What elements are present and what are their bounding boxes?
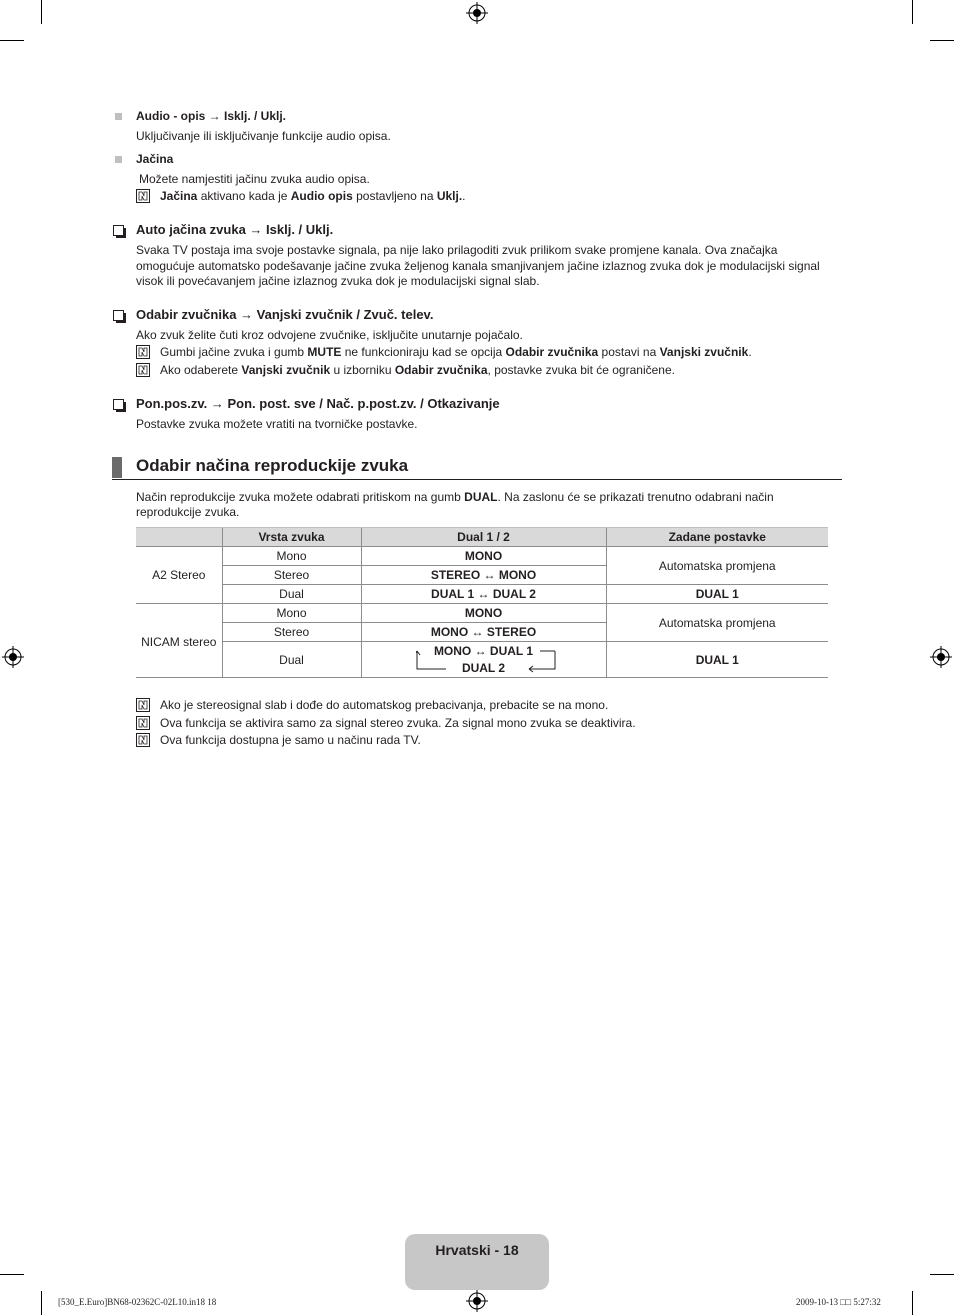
intro-line: reprodukcije zvuka. — [136, 505, 240, 519]
table-cell: Automatska promjena — [606, 604, 828, 642]
subsection-title: Odabir zvučnika → Vanjski zvučnik / Zvuč. telev. — [136, 307, 434, 322]
item-desc: Uključivanje ili isključivanje funkcije audio opisa. — [136, 129, 391, 143]
item-title: Audio - opis → Isklj. / Uklj. — [136, 109, 287, 123]
paragraph-line: visok ili povećavanjem jačine izlaznog zvuka dok je modulacijski signal slab. — [136, 274, 540, 288]
table-cell: DUAL 1 ↔ DUAL 2 — [361, 585, 606, 604]
intro-line: Način reprodukcije zvuka možete odabrati pritiskom na gumb DUAL. Na zaslonu će se prikazati trenutno odabrani način — [136, 490, 774, 504]
bullet-square — [115, 156, 122, 163]
note-text: Jačina aktivano kada je Audio opis postavljeno na Uklj.. — [160, 189, 466, 203]
table-header: Dual 1 / 2 — [361, 528, 606, 547]
note-text: Ova funkcija se aktivira samo za signal stereo zvuka. Za signal mono zvuka se deaktivira. — [160, 716, 636, 730]
note-icon — [136, 363, 150, 377]
table-cell: Dual — [222, 642, 361, 678]
registration-mark-icon — [466, 2, 488, 24]
crop-mark — [912, 0, 913, 24]
item-desc: Možete namjestiti jačinu zvuka audio opisa. — [139, 172, 370, 186]
table-cell: A2 Stereo — [136, 547, 222, 604]
table-cell: STEREO ↔ MONO — [361, 566, 606, 585]
note-text: Ako je stereosignal slab i dođe do automatskog prebacivanja, prebacite se na mono. — [160, 698, 609, 712]
table-cell: Stereo — [222, 566, 361, 585]
print-slug-right: 2009-10-13 □□ 5:27:32 — [796, 1297, 881, 1307]
table-cell: NICAM stereo — [136, 604, 222, 678]
crop-mark — [930, 40, 954, 41]
table-cell: MONO ↔ STEREO — [361, 623, 606, 642]
table-header: Vrsta zvuka — [222, 528, 361, 547]
checkbox-bullet — [113, 225, 124, 236]
cycle-bracket-icon — [416, 647, 556, 673]
table-cell: Automatska promjena — [606, 547, 828, 585]
table-cell: Mono — [222, 547, 361, 566]
bullet-square — [115, 113, 122, 120]
table-cell: DUAL 1 — [606, 585, 828, 604]
print-slug-left: [530_E.Euro]BN68-02362C-02L10.in18 18 — [58, 1297, 217, 1307]
note-icon — [136, 189, 150, 203]
crop-mark — [0, 1274, 24, 1275]
paragraph-line: Ako zvuk želite čuti kroz odvojene zvučnike, isključite unutarnje pojačalo. — [136, 328, 523, 342]
checkbox-bullet — [113, 310, 124, 321]
table-header — [136, 528, 222, 547]
note-text: Ako odaberete Vanjski zvučnik u izborniku Odabir zvučnika, postavke zvuka bit će ograničene. — [160, 363, 675, 377]
page-number: Hrvatski - 18 — [435, 1242, 519, 1258]
registration-mark-icon — [930, 646, 952, 668]
table-cell: MONO — [361, 547, 606, 566]
checkbox-bullet — [113, 399, 124, 410]
table-cell: Stereo — [222, 623, 361, 642]
note-icon — [136, 698, 150, 712]
table-header: Zadane postavke — [606, 528, 828, 547]
section-divider — [112, 479, 842, 480]
crop-mark — [41, 1291, 42, 1315]
registration-mark-icon — [2, 646, 24, 668]
crop-mark — [930, 1274, 954, 1275]
note-icon — [136, 733, 150, 747]
cycle-line-2: DUAL 2 — [461, 660, 506, 675]
paragraph-line: Svaka TV postaja ima svoje postavke signala, pa nije lako prilagoditi zvuk prilikom svake promjene kanala. Ova značajka — [136, 243, 778, 257]
note-icon — [136, 716, 150, 730]
table-cell: Dual — [222, 585, 361, 604]
sound-mode-table — [136, 527, 828, 678]
subsection-title: Auto jačina zvuka → Isklj. / Uklj. — [136, 222, 334, 237]
note-icon — [136, 345, 150, 359]
table-cell: Mono — [222, 604, 361, 623]
paragraph-line: omogućuje automatsko podešavanje jačine zvuka željenog kanala smanjivanjem jačine izlaznog zvuka dok je modulacijski signal — [136, 259, 820, 273]
table-cell: MONO — [361, 604, 606, 623]
item-title: Jačina — [136, 152, 174, 166]
note-text: Gumbi jačine zvuka i gumb MUTE ne funkcioniraju kad se opcija Odabir zvučnika postavi na Vanjski zvučnik. — [160, 345, 752, 359]
crop-mark — [912, 1291, 913, 1315]
note-text: Ova funkcija dostupna je samo u načinu rada TV. — [160, 733, 421, 747]
cycle-line-1: MONO ↔ DUAL 1 — [433, 643, 534, 658]
registration-mark-icon — [466, 1290, 488, 1312]
table-cell: DUAL 1 — [606, 642, 828, 678]
paragraph-line: Postavke zvuka možete vratiti na tvorničke postavke. — [136, 417, 418, 431]
crop-mark — [41, 0, 42, 24]
table-cell-cycle — [361, 642, 606, 678]
section-title: Odabir načina reproduckije zvuka — [136, 456, 409, 475]
subsection-title: Pon.pos.zv. → Pon. post. sve / Nač. p.post.zv. / Otkazivanje — [136, 396, 500, 411]
crop-mark — [0, 40, 24, 41]
section-marker — [112, 457, 122, 478]
